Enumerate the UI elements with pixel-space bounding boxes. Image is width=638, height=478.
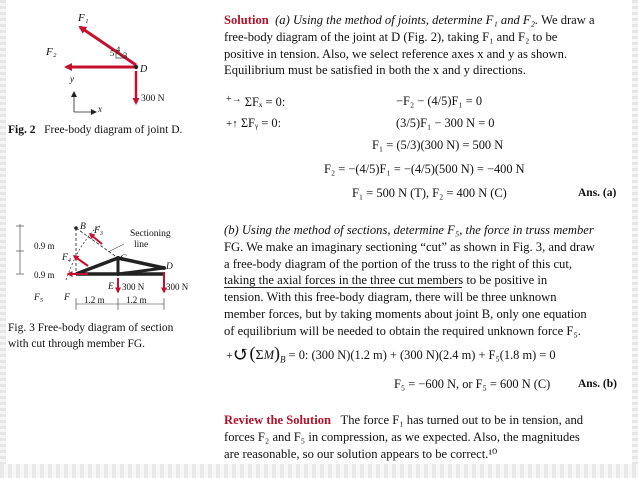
fig3-dim-09-bottom: 0.9 m (34, 270, 55, 280)
fig3-sectioning-label-2: line (134, 240, 149, 250)
fig3-load-d-label: 300 N (166, 282, 189, 292)
fig3-dim-09-top: 0.9 m (34, 241, 55, 251)
part-b-line-2: FG. We make an imaginary sectioning “cut” as shown in Fig. 3, and draw (224, 239, 595, 254)
fig2-slope-4: 4 (116, 44, 121, 54)
eq-f2: F₂ = −(4/5)F₁ = −(4/5)(500 N) = −400 N (324, 162, 525, 176)
fig3-joint-b (74, 226, 78, 230)
fig3-caption-line-2: with cut through member FG. (8, 338, 146, 350)
fig3-f3-label: F₃ (94, 226, 104, 236)
fig3-dim-12-right: 1.2 m (126, 295, 147, 305)
eq-f1: F₁ = (5/3)(300 N) = 500 N (372, 138, 504, 152)
part-b-line-3: a free-body diagram of the portion of the truss to the right of this cut, (224, 256, 572, 271)
fig3-caption-line-1: Fig. 3 Free-body diagram of section (8, 322, 174, 334)
fig2-f2-label: F₂ (46, 46, 57, 58)
fig3-e-label: E (108, 282, 114, 292)
fig2-x-label: x (98, 104, 102, 114)
review-paragraph (224, 412, 634, 462)
fig3-f5-label: F₅ (34, 293, 44, 303)
part-a-line-3: positive in tension. Also, we select reference axes x and y as shown. (224, 46, 568, 61)
part-a-paragraph (224, 12, 632, 79)
ans-a: Ans. (a) (578, 187, 617, 199)
fig2-joint-d (134, 65, 138, 69)
fig2-load-label: 300 N (141, 94, 165, 104)
review-line-2: forces F₂ and F₅ in compression, as we expected. Also, the magnitudes (224, 429, 580, 444)
eq-part-a-result: F₁ = 500 N (T), F₂ = 400 N (C) (352, 186, 507, 200)
fig2-y-label: y (70, 74, 74, 84)
solution-heading: Solution (224, 13, 269, 27)
review-heading: Review the Solution (224, 413, 332, 427)
eq-sum-x-label: +→ ΣFₓ = 0: (226, 94, 286, 109)
part-a-line-1: We draw a (541, 13, 595, 27)
moment-equation: $+↺(\Sigma M)_B = 0$: (300 N)(1.2 m) + (300 N)(2.4 m) + F₅(1.8 m) = 0 (226, 343, 556, 366)
part-b-line-7: of equilibrium will be needed to obtain the required unknown force F₅. (224, 323, 581, 338)
underline-positive-in-tension (224, 287, 462, 288)
eq-sum-x-rhs: −F₂ − (4/5)F₁ = 0 (396, 94, 483, 108)
fig2-caption-label: Fig. 2 (8, 124, 36, 136)
fig3-sectioning-label-1: Sectioning (130, 229, 171, 239)
part-b-line-6: member forces, but by taking moments about joint B, only one equation (224, 306, 587, 321)
fig2-caption (8, 122, 182, 138)
fig3-c-label: C (120, 254, 127, 264)
fig3-f-label: F (64, 293, 70, 303)
part-a-intro: (a) Using the method of joints, determine F₁ and F₂. (275, 13, 539, 27)
fig2-caption-text: Free-body diagram of joint D. (44, 124, 183, 136)
fig3-joint-e (116, 272, 120, 276)
part-b-line-1: (b) Using the method of sections, determine F₅, the force in truss member (224, 223, 594, 237)
fig2-slope-5: 5 (110, 48, 115, 58)
ans-b: Ans. (b) (578, 378, 617, 390)
fig3-dim-12-left: 1.2 m (84, 295, 105, 305)
fig3-member-fc (76, 258, 118, 274)
part-b-line-4: taking the axial forces in the three cut members to be positive in (224, 273, 548, 288)
fig3-load-e-label: 300 N (122, 282, 145, 292)
fig3-f4-label: F₄ (62, 253, 72, 263)
fig3-caption (8, 320, 173, 352)
fig3-d-label: D (166, 262, 173, 272)
fig2-f1-label: F₁ (78, 12, 89, 24)
eq-part-b-result: F₅ = −600 N, or F₅ = 600 N (C) (394, 377, 551, 391)
part-b-line-5: tension. With this free-body diagram, there will be three unknown (224, 290, 557, 305)
part-a-line-2: free-body diagram of the joint at D (Fig. 2), taking F₁ and F₂ to be (224, 29, 558, 44)
fig2-slope-3: 3 (123, 50, 128, 60)
eq-sum-y-label: +↑ ΣFᵧ = 0: (226, 116, 282, 130)
page-edge-bottom (0, 464, 638, 478)
fig3-b-label: B (80, 222, 86, 232)
fig2-diagram (28, 8, 208, 118)
part-b-paragraph (224, 222, 634, 340)
part-a-line-4: Equilibrium must be satisfied in both the x and y directions. (224, 63, 526, 78)
review-line-3: are reasonable, so our solution appears to be correct.¹⁰ (224, 446, 498, 461)
fig2-f1-arrow (80, 27, 136, 65)
eq-sum-y-rhs: (3/5)F₁ − 300 N = 0 (396, 116, 495, 130)
review-line-1: The force F₁ has turned out to be in tension, and (340, 413, 584, 427)
fig2-d-label: D (140, 64, 148, 75)
